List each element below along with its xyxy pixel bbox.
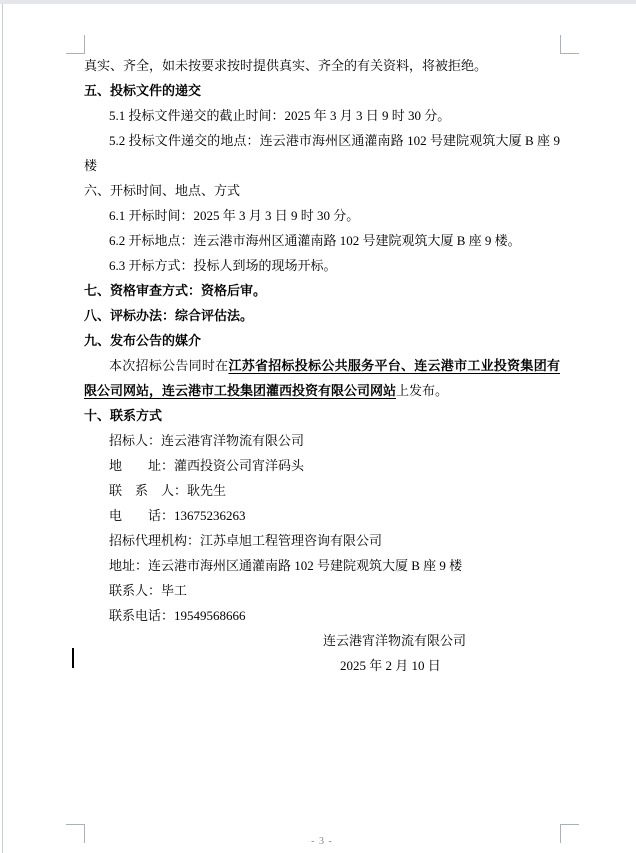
section-5-item-2: 5.2 投标文件递交的地点：连云港市海州区通灌南路 102 号建院观筑大厦 B 座 9 楼 [84, 133, 560, 173]
text-cursor [72, 648, 74, 668]
media-paragraph-prefix: 本次招标公告同时在 [109, 358, 229, 373]
contact-agency-address: 地址：连云港市海州区通灌南路 102 号建院观筑大厦 B 座 9 楼 [109, 558, 463, 573]
section-7-heading: 七、资格审查方式：资格后审。 [84, 283, 267, 298]
section-8-heading: 八、评标办法：综合评估法。 [84, 308, 254, 323]
section-6-item-1: 6.1 开标时间：2025 年 3 月 3 日 9 时 30 分。 [109, 208, 360, 223]
signature-date: 2025 年 2 月 10 日 [340, 658, 441, 673]
contact-agency: 招标代理机构：江苏卓旭工程管理咨询有限公司 [109, 533, 383, 548]
section-6-heading: 六、开标时间、地点、方式 [84, 183, 241, 198]
document-text-area[interactable] [84, 53, 560, 678]
section-5-heading: 五、投标文件的递交 [84, 83, 202, 98]
text-boundary-mark-bottom-right-icon [560, 824, 579, 843]
page-number: - 3 - [311, 836, 333, 847]
text-boundary-mark-top-left-icon [66, 35, 85, 54]
section-6-item-3: 6.3 开标方式：投标人到场的现场开标。 [109, 258, 337, 273]
contact-agency-phone: 联系电话：19549568666 [109, 608, 246, 623]
section-6-item-2: 6.2 开标地点：连云港市海州区通灌南路 102 号建院观筑大厦 B 座 9 楼。 [109, 233, 521, 248]
contact-phone: 电 话：13675236263 [109, 508, 246, 523]
text-boundary-mark-bottom-left-icon [66, 824, 85, 843]
contact-address: 地 址：灌西投资公司宵洋码头 [109, 458, 305, 473]
intro-continuation-paragraph: 真实、齐全，如未按要求按时提供真实、齐全的有关资料，将被拒绝。 [84, 58, 488, 73]
contact-agency-person: 联系人：毕工 [109, 583, 188, 598]
page-left-edge [2, 4, 3, 853]
contact-tenderer: 招标人：连云港宵洋物流有限公司 [109, 433, 305, 448]
section-9-heading: 九、发布公告的媒介 [84, 333, 202, 348]
media-paragraph-platform-names: 江苏省招标投标公共服务平台、连云港市工业投资集团有限公司网站，连云港市工投集团灌西投资有限公司网站 [84, 358, 560, 398]
media-paragraph-suffix: 上发布。 [396, 383, 449, 398]
contact-person: 联 系 人：耿先生 [109, 483, 227, 498]
section-10-heading: 十、联系方式 [84, 408, 163, 423]
media-paragraph [84, 353, 560, 403]
window-top-edge [0, 0, 636, 4]
section-5-item-1: 5.1 投标文件递交的截止时间：2025 年 3 月 3 日 9 时 30 分。 [109, 108, 451, 123]
signature-company: 连云港宵洋物流有限公司 [323, 633, 467, 648]
text-boundary-mark-top-right-icon [560, 35, 579, 54]
